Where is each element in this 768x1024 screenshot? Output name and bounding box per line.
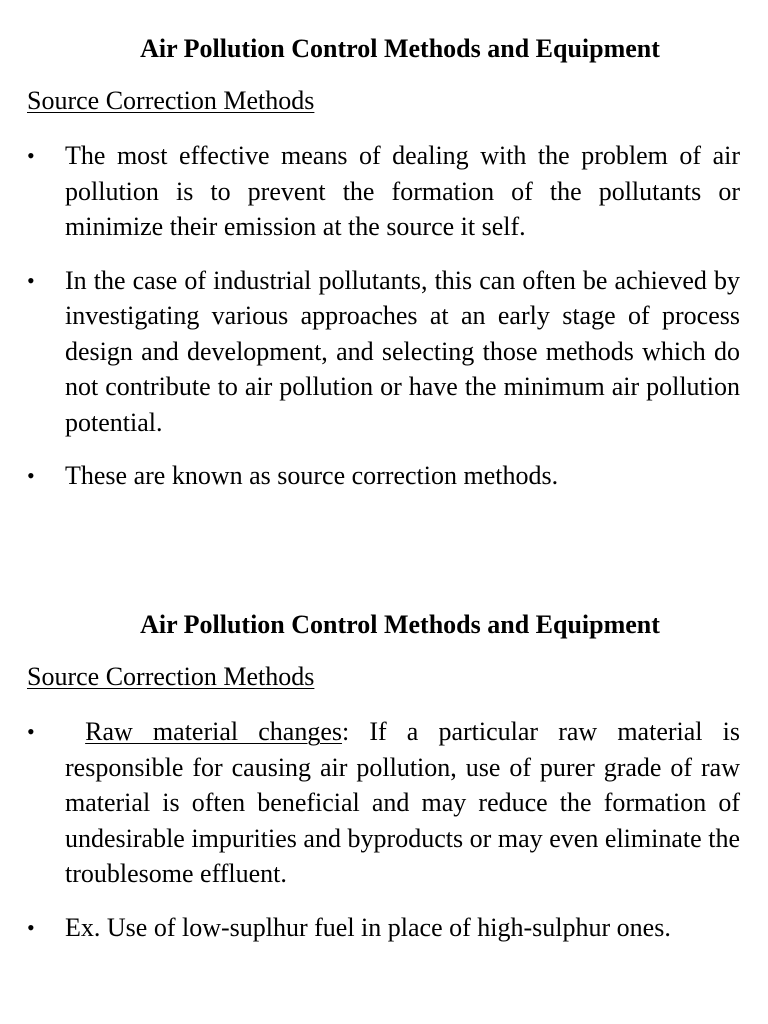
bullet-term-description: : If a particular raw material is responsible for causing air pollution, use of purer grade of raw material is often beneficial and may reduce the formation of undesirable impurities and byproducts or may even eliminate the troublesome effluent. [65,717,740,888]
bullet-item [0,714,768,892]
bullet-icon: • [27,463,35,488]
bullet-icon: • [27,267,35,293]
bullet-text [65,714,740,892]
slide-title: Air Pollution Control Methods and Equipment [140,610,660,639]
bullet-item [0,458,768,494]
bullet-item [0,138,768,245]
bullet-item [0,910,768,946]
bullet-icon: • [27,719,35,744]
bullet-list [0,714,768,963]
bullet-text: These are known as source correction methods. [65,461,559,490]
slide-2 [0,576,768,1024]
bullet-text: The most effective means of dealing with the problem of air pollution is to prevent the formation of the pollutants or minimize their emission at the source it self. [65,141,740,241]
bullet-item [0,263,768,441]
bullet-text: In the case of industrial pollutants, this can often be achieved by investigating various approaches at an early stage of process design and development, and selecting those methods which do not contribute to air pollution or have the minimum air pollution potential. [65,265,740,437]
bullet-icon: • [27,914,35,940]
bullet-term: Raw material changes [85,717,342,746]
slide-subtitle: Source Correction Methods [27,662,315,691]
slide-subtitle: Source Correction Methods [27,86,315,115]
slide-title: Air Pollution Control Methods and Equipment [140,34,660,63]
bullet-list [0,138,768,512]
bullet-icon: • [27,143,35,168]
bullet-text: Ex. Use of low-suplhur fuel in place of high-sulphur ones. [65,912,671,942]
